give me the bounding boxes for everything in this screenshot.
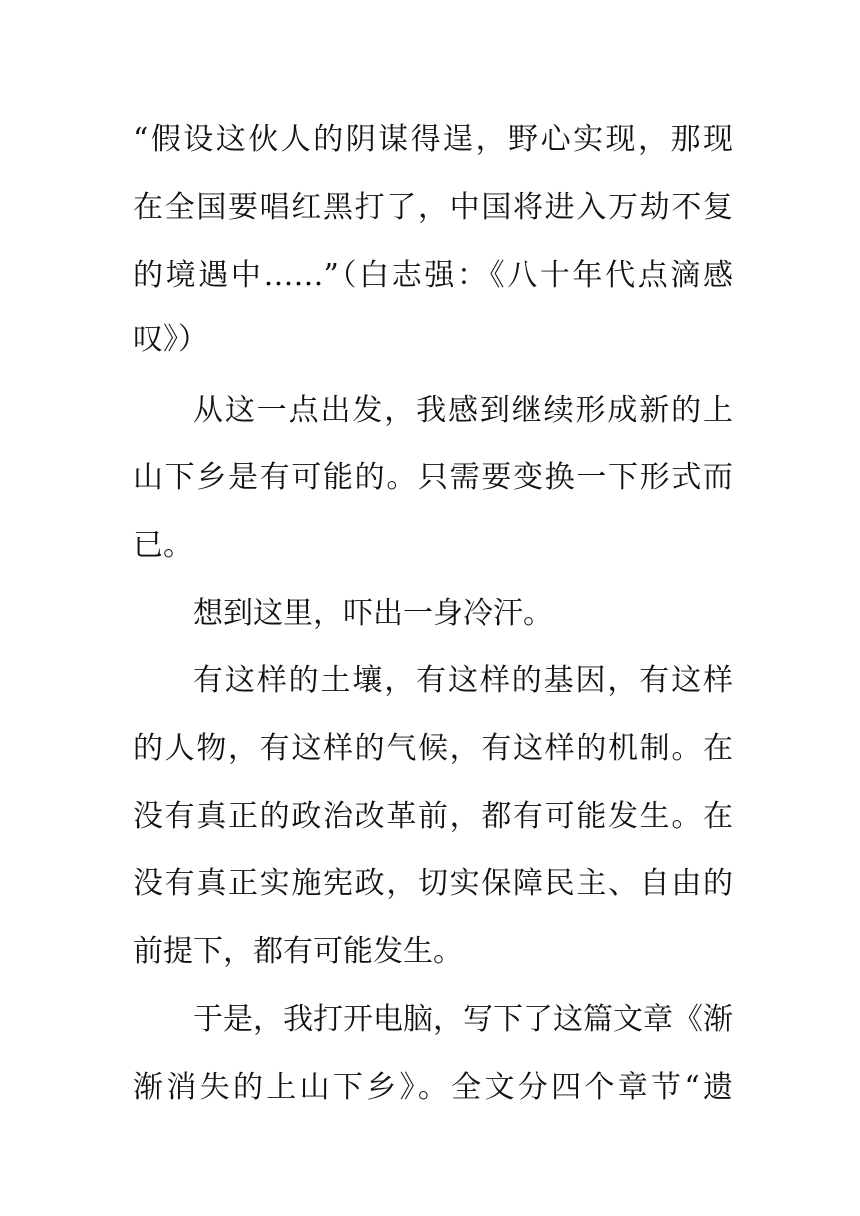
text-line: 于是，我打开电脑，写下了这篇文章《渐 xyxy=(193,1002,733,1037)
text-line: 有这样的土壤，有这样的基因，有这样 xyxy=(193,663,733,698)
text-line: 叹》） xyxy=(133,322,208,357)
text-line: 已。 xyxy=(133,528,193,563)
text-line: “假设这伙人的阴谋得逞，野心实现，那现 xyxy=(133,122,733,157)
text-line: 没有真正实施宪政，切实保障民主、自由的 xyxy=(133,866,733,901)
text-line: 渐消失的上山下乡》。全文分四个章节“遗 xyxy=(133,1070,733,1105)
text-line: 在全国要唱红黑打了，中国将进入万劫不复 xyxy=(133,190,733,225)
text-line: 的境遇中……”（白志强：《八十年代点滴感 xyxy=(133,258,733,293)
text-line: 山下乡是有可能的。只需要变换一下形式而 xyxy=(133,460,733,495)
text-line: 前提下，都有可能发生。 xyxy=(133,934,463,969)
text-line: 的人物，有这样的气候，有这样的机制。在 xyxy=(133,731,733,766)
text-line: 想到这里，吓出一身冷汗。 xyxy=(193,596,553,631)
text-line: 没有真正的政治改革前，都有可能发生。在 xyxy=(133,799,733,834)
text-line: 从这一点出发，我感到继续形成新的上 xyxy=(193,393,733,428)
